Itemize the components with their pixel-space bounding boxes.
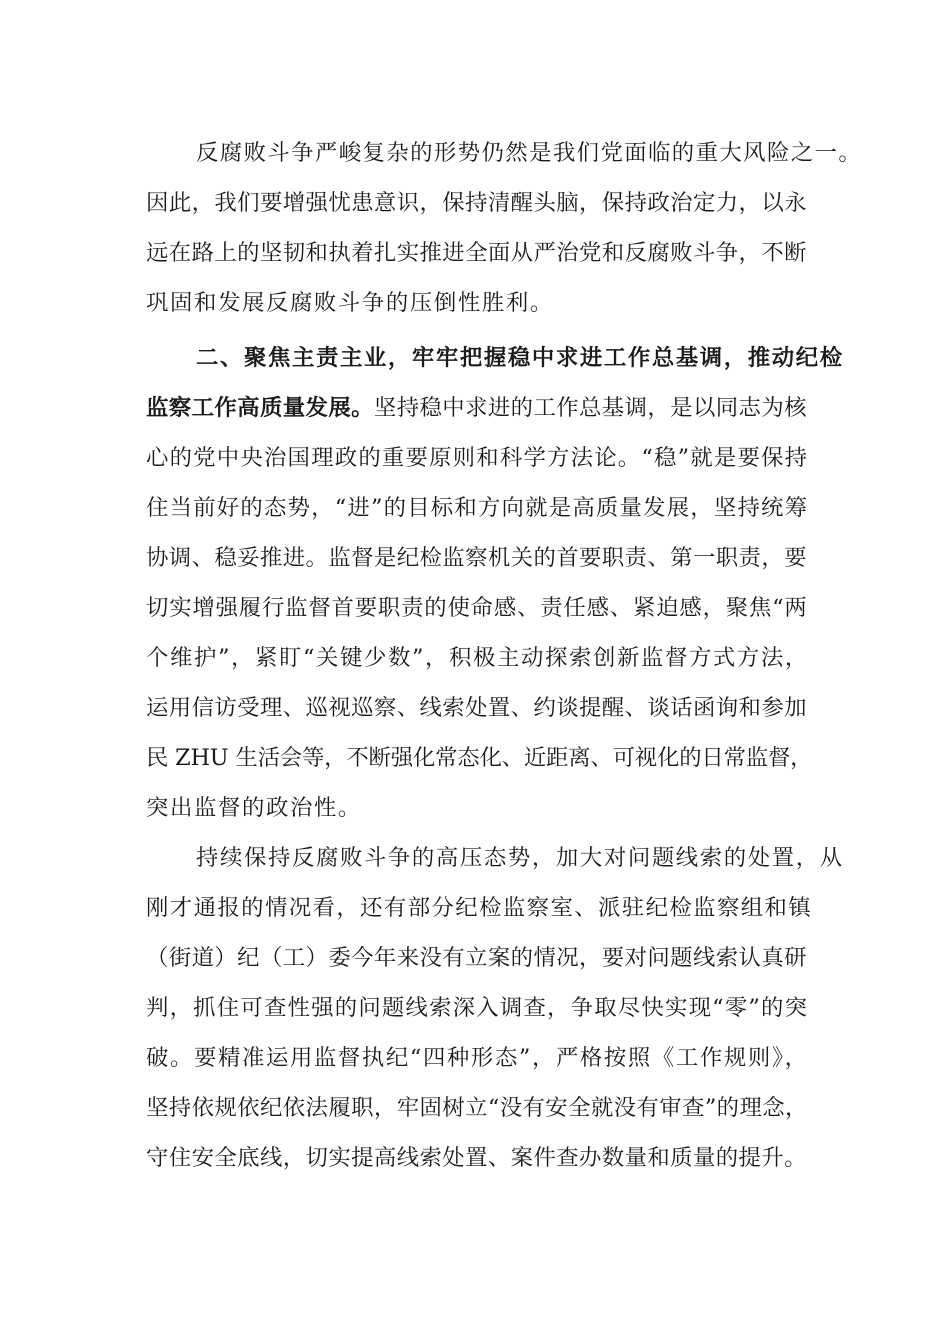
paragraph-3-line-5: 破。要精准运用监督执纪“四种形态”，严格按照《工作规则》， (146, 1045, 809, 1071)
paragraph-2-line-9: 民 ZHU 生活会等，不断强化常态化、近距离、可视化的日常监督， (146, 745, 813, 771)
paragraph-2-line-7: 个维护”，紧盯“关键少数”，积极主动探索创新监督方式方法， (146, 645, 809, 671)
paragraph-3-line-1: 持续保持反腐败斗争的高压态势，加大对问题线索的处置，从 (196, 845, 844, 871)
paragraph-1-line-1: 反腐败斗争严峻复杂的形势仍然是我们党面临的重大风险之一。 (196, 140, 863, 166)
paragraph-3-line-7: 守住安全底线，切实提高线索处置、案件查办数量和质量的提升。 (146, 1145, 807, 1171)
paragraph-2-line-2-text: 坚持稳中求进的工作总基调，是以同志为核 (373, 395, 807, 421)
paragraph-1-line-2: 因此，我们要增强忧患意识，保持清醒头脑，保持政治定力，以永 (146, 190, 807, 216)
paragraph-3-line-4: 判，抓住可查性强的问题线索深入调查，争取尽快实现“零”的突 (146, 995, 809, 1021)
paragraph-3-line-3: （街道）纪（工）委今年来没有立案的情况，要对问题线索认真研 (146, 945, 807, 971)
paragraph-2-line-3: 心的党中央治国理政的重要原则和科学方法论。“稳”就是要保持 (146, 445, 809, 471)
paragraph-1-line-3: 远在路上的坚韧和执着扎实推进全面从严治党和反腐败斗争，不断 (146, 240, 807, 266)
section-heading-line-2: 监察工作高质量发展。 (146, 395, 374, 421)
paragraph-2-line-4: 住当前好的态势，“进”的目标和方向就是高质量发展，坚持统筹 (146, 495, 809, 521)
paragraph-2-line-2 (146, 393, 811, 423)
paragraph-1-line-4: 巩固和发展反腐败斗争的压倒性胜利。 (146, 290, 554, 316)
paragraph-3-line-6: 坚持依规依纪依法履职，牢固树立“没有安全就没有审查”的理念， (146, 1095, 808, 1121)
paragraph-2-line-5: 协调、稳妥推进。监督是纪检监察机关的首要职责、第一职责，要 (146, 545, 807, 571)
paragraph-2-line-6: 切实增强履行监督首要职责的使命感、责任感、紧迫感，聚焦“两 (146, 595, 808, 621)
paragraph-2-line-8: 运用信访受理、巡视巡察、线索处置、约谈提醒、谈话函询和参加 (146, 695, 807, 721)
paragraph-2-line-10: 突出监督的政治性。 (146, 795, 362, 821)
section-heading-line-1: 二、聚焦主责主业，牢牢把握稳中求进工作总基调，推动纪检 (196, 345, 844, 371)
paragraph-3-line-2: 刚才通报的情况看，还有部分纪检监察室、派驻纪检监察组和镇 (146, 895, 813, 921)
